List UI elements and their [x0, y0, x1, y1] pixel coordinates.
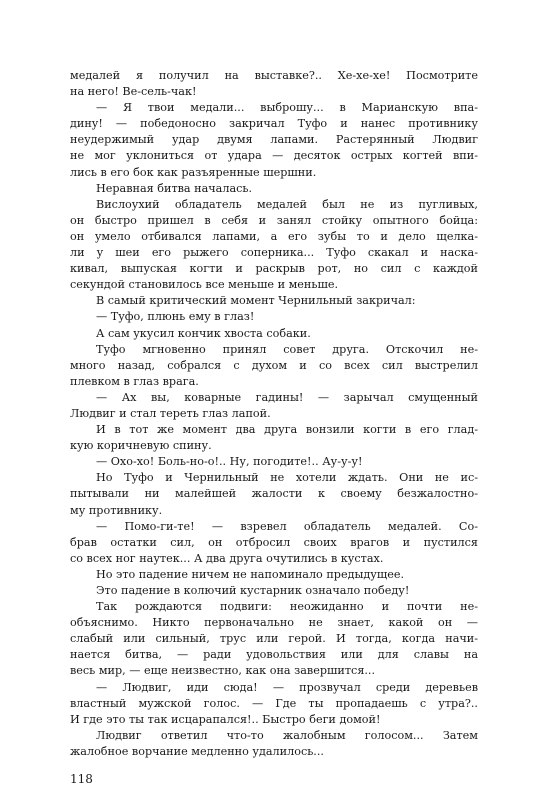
text-line: — Туфо, плюнь ему в глаз! — [96, 310, 255, 324]
paragraph — [70, 181, 478, 197]
paragraph — [70, 68, 478, 100]
text-line: брав остатки сил, он отбросил своих врагов и пустился — [70, 535, 478, 549]
paragraph — [70, 680, 478, 728]
text-line: А сам укусил кончик хвоста собаки. — [96, 326, 311, 340]
paragraph — [70, 100, 478, 180]
text-line: жалобное ворчание медленно удалилось... — [70, 744, 324, 758]
text-line: объяснимо. Никто первоначально не знает, какой он — — [70, 616, 478, 630]
text-line: Но Туфо и Чернильный не хотели ждать. Они не ис- — [96, 471, 478, 485]
text-line: медалей я получил на выставке?.. Хе-хе-хе! Посмотрите — [70, 69, 478, 82]
paragraph — [70, 326, 478, 342]
text-line: Людвиг ответил что-то жалобным голосом... Затем — [96, 728, 478, 742]
text-line: И где это ты так исцарапался!.. Быстро беги домой! — [70, 712, 381, 726]
text-line: Но это падение ничем не напоминало предыдущее. — [96, 567, 405, 581]
paragraph — [70, 309, 478, 325]
text-line: со всех ног наутек... А два друга очутились в кустах. — [70, 551, 384, 565]
paragraph — [70, 390, 478, 422]
paragraph — [70, 519, 478, 567]
text-line: пытывали ни малейшей жалости к своему безжалостно- — [70, 487, 478, 501]
paragraph — [70, 470, 478, 518]
text-line: — Людвиг, иди сюда! — прозвучал среди деревьев — [96, 680, 478, 694]
text-line: Неравная битва началась. — [96, 181, 253, 195]
text-line: он быстро пришел в себя и занял стойку опытного бойца: — [70, 213, 478, 227]
text-line: Туфо мгновенно принял совет друга. Отскочил не- — [96, 342, 478, 356]
text-line: нается битва, — ради удовольствия или для славы на — [70, 648, 478, 662]
body-text — [70, 68, 478, 760]
text-line: Так рождаются подвиги: неожиданно и почти не- — [96, 600, 478, 614]
page-number: 118 — [70, 772, 93, 786]
text-line: слабый или сильный, трус или герой. И тогда, когда начи- — [70, 632, 478, 646]
text-line: — Ах вы, коварные гадины! — зарычал смущенный — [96, 390, 478, 404]
paragraph — [70, 422, 478, 454]
text-line: И в тот же момент два друга вонзили когти в его глад- — [96, 423, 478, 437]
paragraph — [70, 197, 478, 294]
text-line: весь мир, — еще неизвестно, как она завершится... — [70, 664, 376, 678]
paragraph — [70, 293, 478, 309]
text-line: му противнику. — [70, 503, 163, 517]
text-line: Людвиг и стал тереть глаз лапой. — [70, 406, 271, 420]
paragraph — [70, 728, 478, 760]
text-line: кую коричневую спину. — [70, 439, 212, 453]
text-line: Вислоухий обладатель медалей был не из пугливых, — [96, 197, 478, 211]
text-line: Это падение в колючий кустарник означало победу! — [96, 584, 410, 597]
text-line: лись в его бок как разъяренные шершни. — [70, 165, 317, 179]
text-line: не мог уклониться от удара — десяток острых когтей впи- — [70, 149, 478, 163]
text-line: секундой становилось все меньше и меньше. — [70, 278, 339, 292]
text-line: плевком в глаз врага. — [70, 374, 199, 388]
paragraph — [70, 342, 478, 390]
text-line: дину! — победоносно закричал Туфо и нанес противнику — [70, 117, 478, 131]
paragraph — [70, 567, 478, 583]
text-line: на него! Ве-сель-чак! — [70, 85, 197, 99]
paragraph — [70, 454, 478, 470]
paragraph — [70, 599, 478, 679]
text-line: ли у шеи его рыжего соперника... Туфо скакал и наска- — [70, 246, 478, 260]
text-line: кивал, выпуская когти и раскрыв рот, но сил с каждой — [70, 262, 478, 276]
text-line: — Я твои медали... выброшу... в Марианскую впа- — [96, 101, 478, 115]
text-line: много назад, собрался с духом и со всех сил выстрелил — [70, 358, 478, 372]
text-line: В самый критический момент Чернильный закричал: — [96, 294, 416, 308]
text-line: неудержимый удар двумя лапами. Растерянный Людвиг — [70, 133, 478, 147]
text-line: — Охо-хо! Боль-но-о!.. Ну, погодите!.. Ау-у-у! — [96, 455, 363, 469]
text-line: — Помо-ги-те! — взревел обладатель медалей. Со- — [96, 519, 478, 533]
text-line: он умело отбивался лапами, а его зубы то и дело щелка- — [70, 229, 478, 243]
paragraph — [70, 583, 478, 599]
text-line: властный мужской голос. — Где ты пропадаешь с утра?.. — [70, 696, 478, 710]
